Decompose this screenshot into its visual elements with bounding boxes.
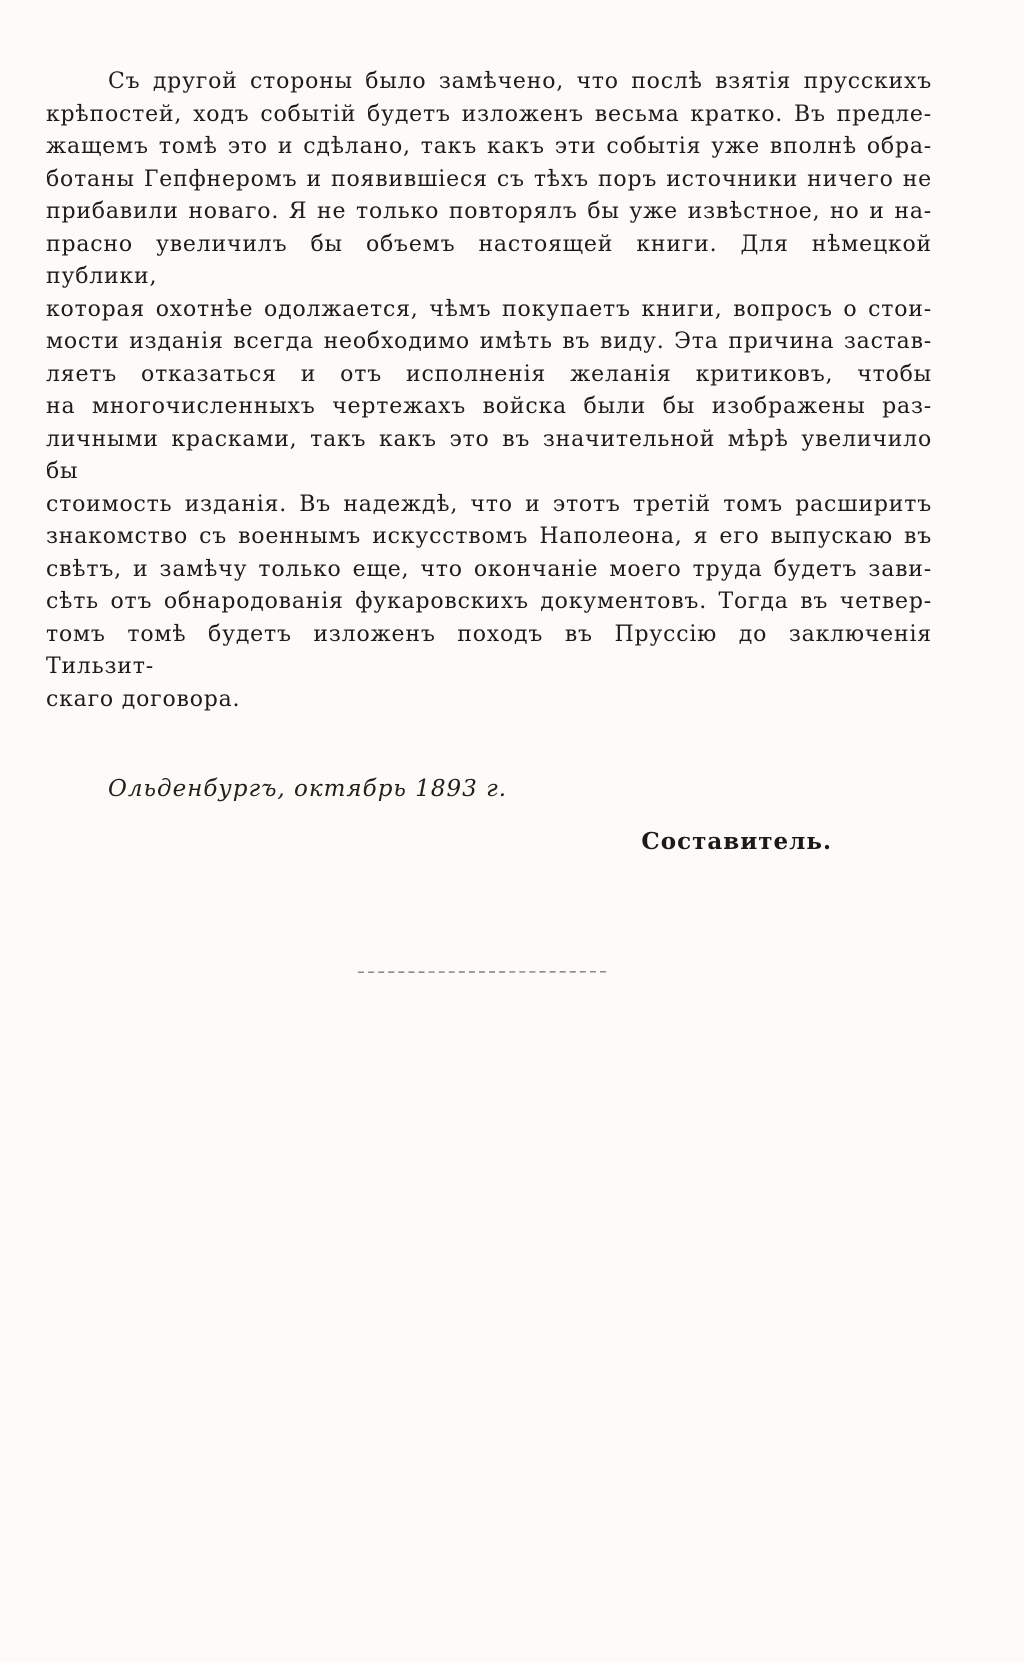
- paragraph-line: знакомство съ военнымъ искусствомъ Наполеона, я его выпускаю въ: [46, 524, 932, 549]
- paragraph-line: сѣть отъ обнародованія фукаровскихъ документовъ. Тогда въ четвер-: [46, 589, 932, 614]
- signature: Составитель.: [641, 828, 832, 855]
- paragraph-line: Съ другой стороны было замѣчено, что послѣ взятія прусскихъ: [108, 69, 932, 94]
- paragraph-line: личными красками, такъ какъ это въ значительной мѣрѣ увеличило бы: [46, 426, 932, 484]
- paragraph-line: которая охотнѣе одолжается, чѣмъ покупаетъ книги, вопросъ о стои-: [46, 296, 932, 322]
- paragraph-line: ляетъ отказаться и отъ исполненія желанія критиковъ, чтобы: [46, 361, 932, 387]
- paragraph-line: ботаны Гепфнеромъ и появившіеся съ тѣхъ поръ источники ничего не: [46, 166, 932, 192]
- paragraph-line: прибавили новаго. Я не только повторялъ бы уже извѣстное, но и на-: [46, 199, 932, 224]
- paragraph-line: томъ томѣ будетъ изложенъ походъ въ Пруссію до заключенія Тильзит-: [46, 621, 932, 679]
- paragraph-line: прасно увеличилъ бы объемъ настоящей книги. Для нѣмецкой публики,: [46, 231, 932, 289]
- decorative-rule: [358, 971, 606, 973]
- paragraph-line: свѣтъ, и замѣчу только еще, что окончаніе моего труда будетъ зави-: [46, 556, 932, 582]
- paragraph-line: на многочисленныхъ чертежахъ войска были бы изображены раз-: [46, 394, 932, 419]
- dateline: Ольденбургъ, октябрь 1893 г.: [108, 776, 508, 802]
- paragraph-line: стоимость изданія. Въ надеждѣ, что и этотъ третій томъ расширитъ: [46, 491, 932, 517]
- paragraph-line: крѣпостей, ходъ событій будетъ изложенъ весьма кратко. Въ предле-: [46, 101, 932, 127]
- preface-paragraph: [46, 66, 932, 716]
- paragraph-line: жащемъ томѣ это и сдѣлано, такъ какъ эти событія уже вполнѣ обра-: [46, 134, 932, 159]
- paragraph-line: мости изданія всегда необходимо имѣть въ виду. Эта причина застав-: [46, 329, 932, 354]
- paragraph-line: скаго договора.: [46, 686, 241, 712]
